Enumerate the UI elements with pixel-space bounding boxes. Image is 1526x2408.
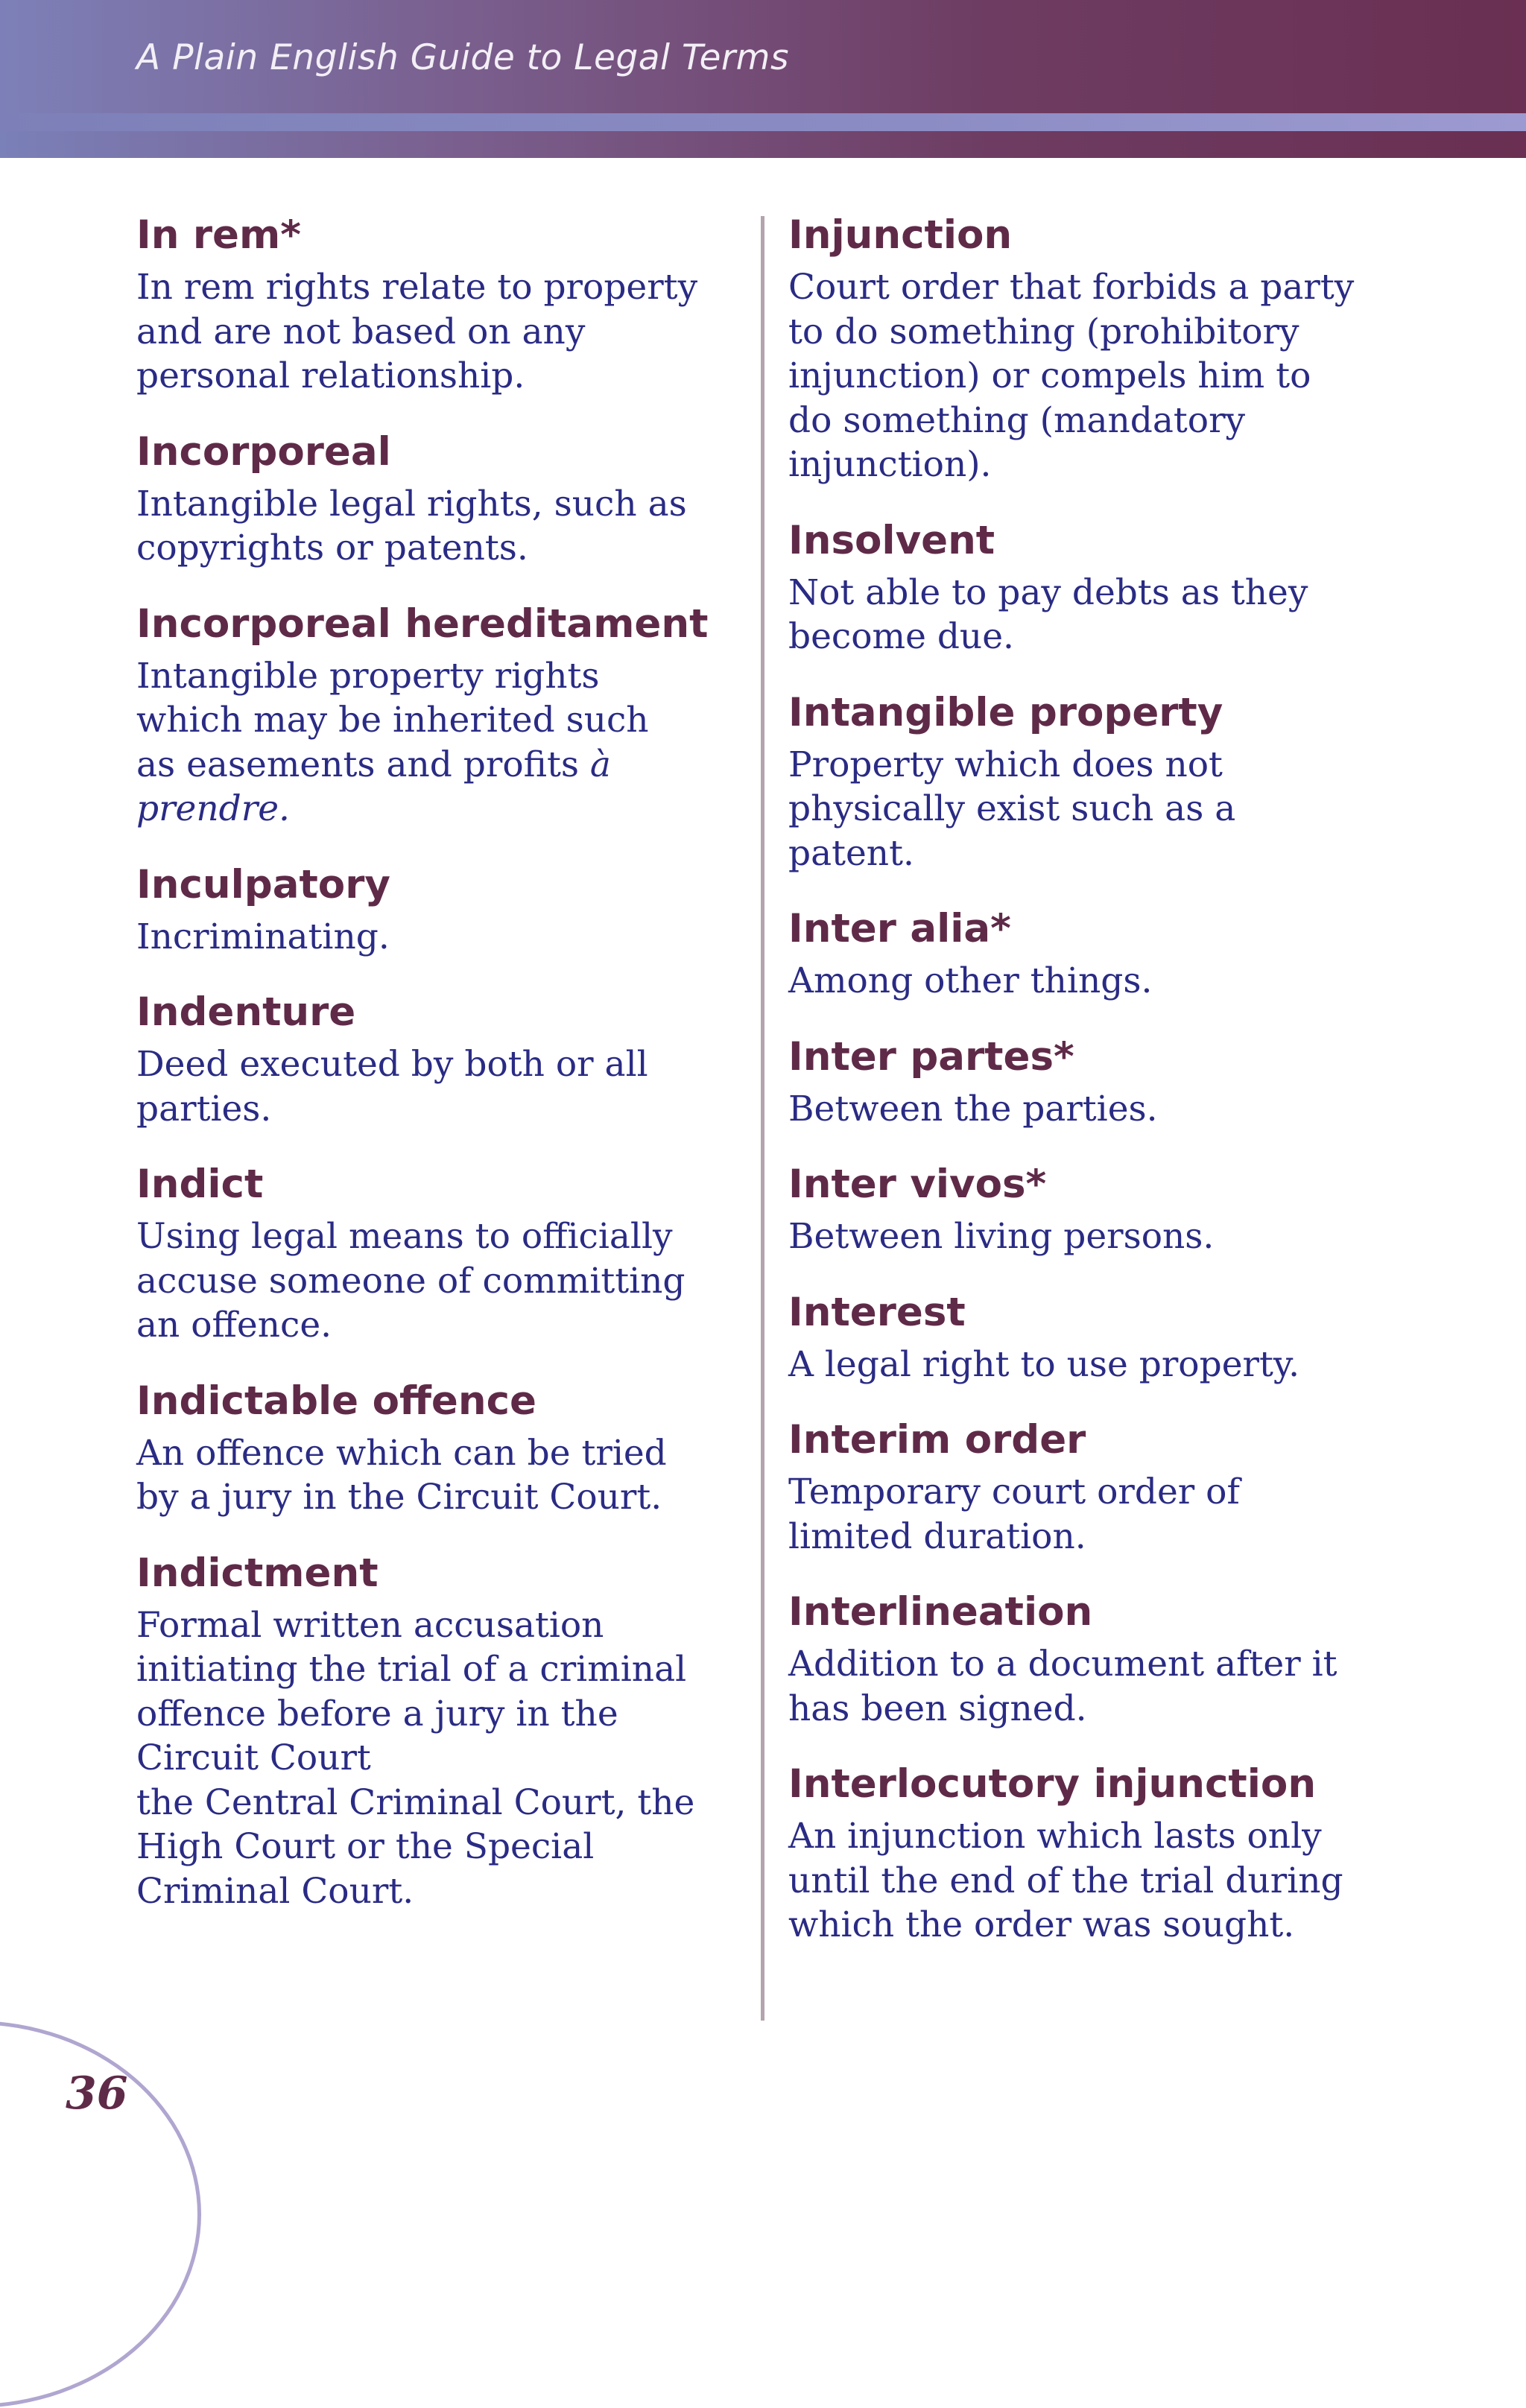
definition-line: Between the parties. xyxy=(788,1088,1158,1129)
definition-line: initiating the trial of a criminal xyxy=(136,1649,687,1690)
glossary-term: Indictment xyxy=(136,1550,379,1596)
glossary-entry xyxy=(788,1759,1399,1948)
definition-line: A legal right to use property. xyxy=(788,1343,1300,1385)
definition-line: Addition to a document after it xyxy=(788,1644,1337,1685)
definition-line: and are not based on any xyxy=(136,311,586,352)
column-divider xyxy=(761,216,764,2021)
glossary-definition xyxy=(136,915,732,960)
right-column xyxy=(788,210,1399,1976)
definition-line: Incriminating. xyxy=(136,916,390,957)
glossary-definition xyxy=(136,1431,732,1520)
glossary-definition xyxy=(788,959,1399,1004)
glossary-definition xyxy=(788,1814,1399,1948)
definition-line: Temporary court order of xyxy=(788,1471,1240,1512)
definition-line: An offence which can be tried xyxy=(136,1432,667,1474)
glossary-definition xyxy=(136,654,732,831)
glossary-definition xyxy=(788,1343,1399,1387)
glossary-term: Interim order xyxy=(788,1417,1086,1463)
definition-line: Circuit Court xyxy=(136,1737,371,1778)
definition-line: injunction) or compels him to xyxy=(788,355,1311,396)
definition-line: limited duration. xyxy=(788,1515,1086,1557)
definition-line: physically exist such as a xyxy=(788,788,1236,829)
glossary-definition xyxy=(788,743,1399,876)
guide-title: A Plain English Guide to Legal Terms xyxy=(136,37,789,78)
glossary-definition xyxy=(788,1470,1399,1559)
glossary-entry xyxy=(136,210,732,399)
definition-line: Among other things. xyxy=(788,960,1153,1001)
definition-line: Intangible property rights xyxy=(136,655,600,697)
glossary-entry xyxy=(788,1415,1399,1559)
definition-line: as easements and profits à xyxy=(136,744,611,785)
glossary-entry xyxy=(788,1287,1399,1387)
glossary-entry xyxy=(136,599,732,831)
definition-line: patent. xyxy=(788,832,914,874)
left-column xyxy=(136,210,732,1942)
glossary-term: Indenture xyxy=(136,989,356,1035)
definition-line: has been signed. xyxy=(788,1688,1087,1729)
glossary-term: Inculpatory xyxy=(136,861,390,907)
glossary-entry xyxy=(788,904,1399,1004)
definition-line: accuse someone of committing xyxy=(136,1260,686,1302)
definition-line: an offence. xyxy=(136,1305,332,1346)
glossary-term: In rem* xyxy=(136,212,301,258)
definition-line: the Central Criminal Court, the xyxy=(136,1781,695,1823)
glossary-term: Indictable offence xyxy=(136,1378,536,1424)
definition-line: Not able to pay debts as they xyxy=(788,571,1308,613)
definition-line: An injunction which lasts only xyxy=(788,1816,1322,1857)
definition-line: Between living persons. xyxy=(788,1216,1215,1257)
glossary-entry xyxy=(788,1587,1399,1731)
glossary-term: Inter alia* xyxy=(788,906,1011,951)
glossary-entry xyxy=(788,516,1399,659)
glossary-term: Insolvent xyxy=(788,517,995,563)
glossary-definition xyxy=(136,1214,732,1348)
glossary-term: Interest xyxy=(788,1289,966,1335)
glossary-entry xyxy=(788,688,1399,876)
definition-line: Intangible legal rights, such as xyxy=(136,483,687,525)
glossary-definition xyxy=(788,571,1399,659)
definition-line: High Court or the Special xyxy=(136,1826,595,1867)
definition-line: In rem rights relate to property xyxy=(136,267,698,308)
glossary-entry xyxy=(136,1376,732,1520)
definition-line: copyrights or patents. xyxy=(136,527,528,568)
glossary-definition xyxy=(788,1642,1399,1731)
glossary-term: Incorporeal xyxy=(136,428,391,475)
definition-line: Court order that forbids a party xyxy=(788,267,1355,308)
glossary-term: Inter partes* xyxy=(788,1033,1074,1080)
definition-line: which may be inherited such xyxy=(136,700,649,741)
glossary-definition xyxy=(136,1042,732,1131)
glossary-definition xyxy=(136,482,732,571)
glossary-entry xyxy=(788,1159,1399,1259)
glossary-term: Interlocutory injunction xyxy=(788,1761,1317,1807)
definition-line: Criminal Court. xyxy=(136,1870,414,1912)
definition-line: Deed executed by both or all xyxy=(136,1044,648,1085)
header-band-dark xyxy=(0,131,1526,158)
definition-line: offence before a jury in the xyxy=(136,1693,618,1734)
glossary-entry xyxy=(136,427,732,571)
definition-line: Property which does not xyxy=(788,744,1223,785)
glossary-term: Inter vivos* xyxy=(788,1162,1047,1207)
glossary-entry xyxy=(788,1032,1399,1132)
definition-line: prendre. xyxy=(136,788,290,829)
glossary-entry xyxy=(136,1159,732,1348)
glossary-definition xyxy=(788,1087,1399,1132)
glossary-term: Interlineation xyxy=(788,1589,1093,1635)
page-header xyxy=(0,0,1526,113)
definition-line: until the end of the trial during xyxy=(788,1860,1343,1901)
definition-line: Using legal means to officially xyxy=(136,1216,673,1257)
header-band-light xyxy=(0,113,1526,131)
definition-line: do something (mandatory xyxy=(788,399,1246,441)
definition-line: by a jury in the Circuit Court. xyxy=(136,1477,662,1518)
glossary-definition xyxy=(136,1603,732,1914)
glossary-entry xyxy=(136,860,732,960)
glossary-definition xyxy=(788,265,1399,487)
definition-line: parties. xyxy=(136,1088,272,1129)
glossary-entry xyxy=(136,987,732,1131)
glossary-term: Incorporeal hereditament xyxy=(136,601,709,647)
glossary-definition xyxy=(136,265,732,399)
glossary-definition xyxy=(788,1214,1399,1259)
glossary-term: Intangible property xyxy=(788,689,1223,735)
glossary-entry xyxy=(136,1548,732,1914)
definition-line: to do something (prohibitory xyxy=(788,311,1299,352)
definition-line: Formal written accusation xyxy=(136,1604,604,1646)
glossary-term: Injunction xyxy=(788,212,1013,258)
definition-line: become due. xyxy=(788,616,1014,657)
definition-line: injunction). xyxy=(788,444,992,485)
glossary-term: Indict xyxy=(136,1162,264,1207)
definition-line: personal relationship. xyxy=(136,355,525,396)
definition-line: which the order was sought. xyxy=(788,1904,1295,1945)
page-number: 36 xyxy=(66,2068,128,2120)
glossary-entry xyxy=(788,210,1399,487)
